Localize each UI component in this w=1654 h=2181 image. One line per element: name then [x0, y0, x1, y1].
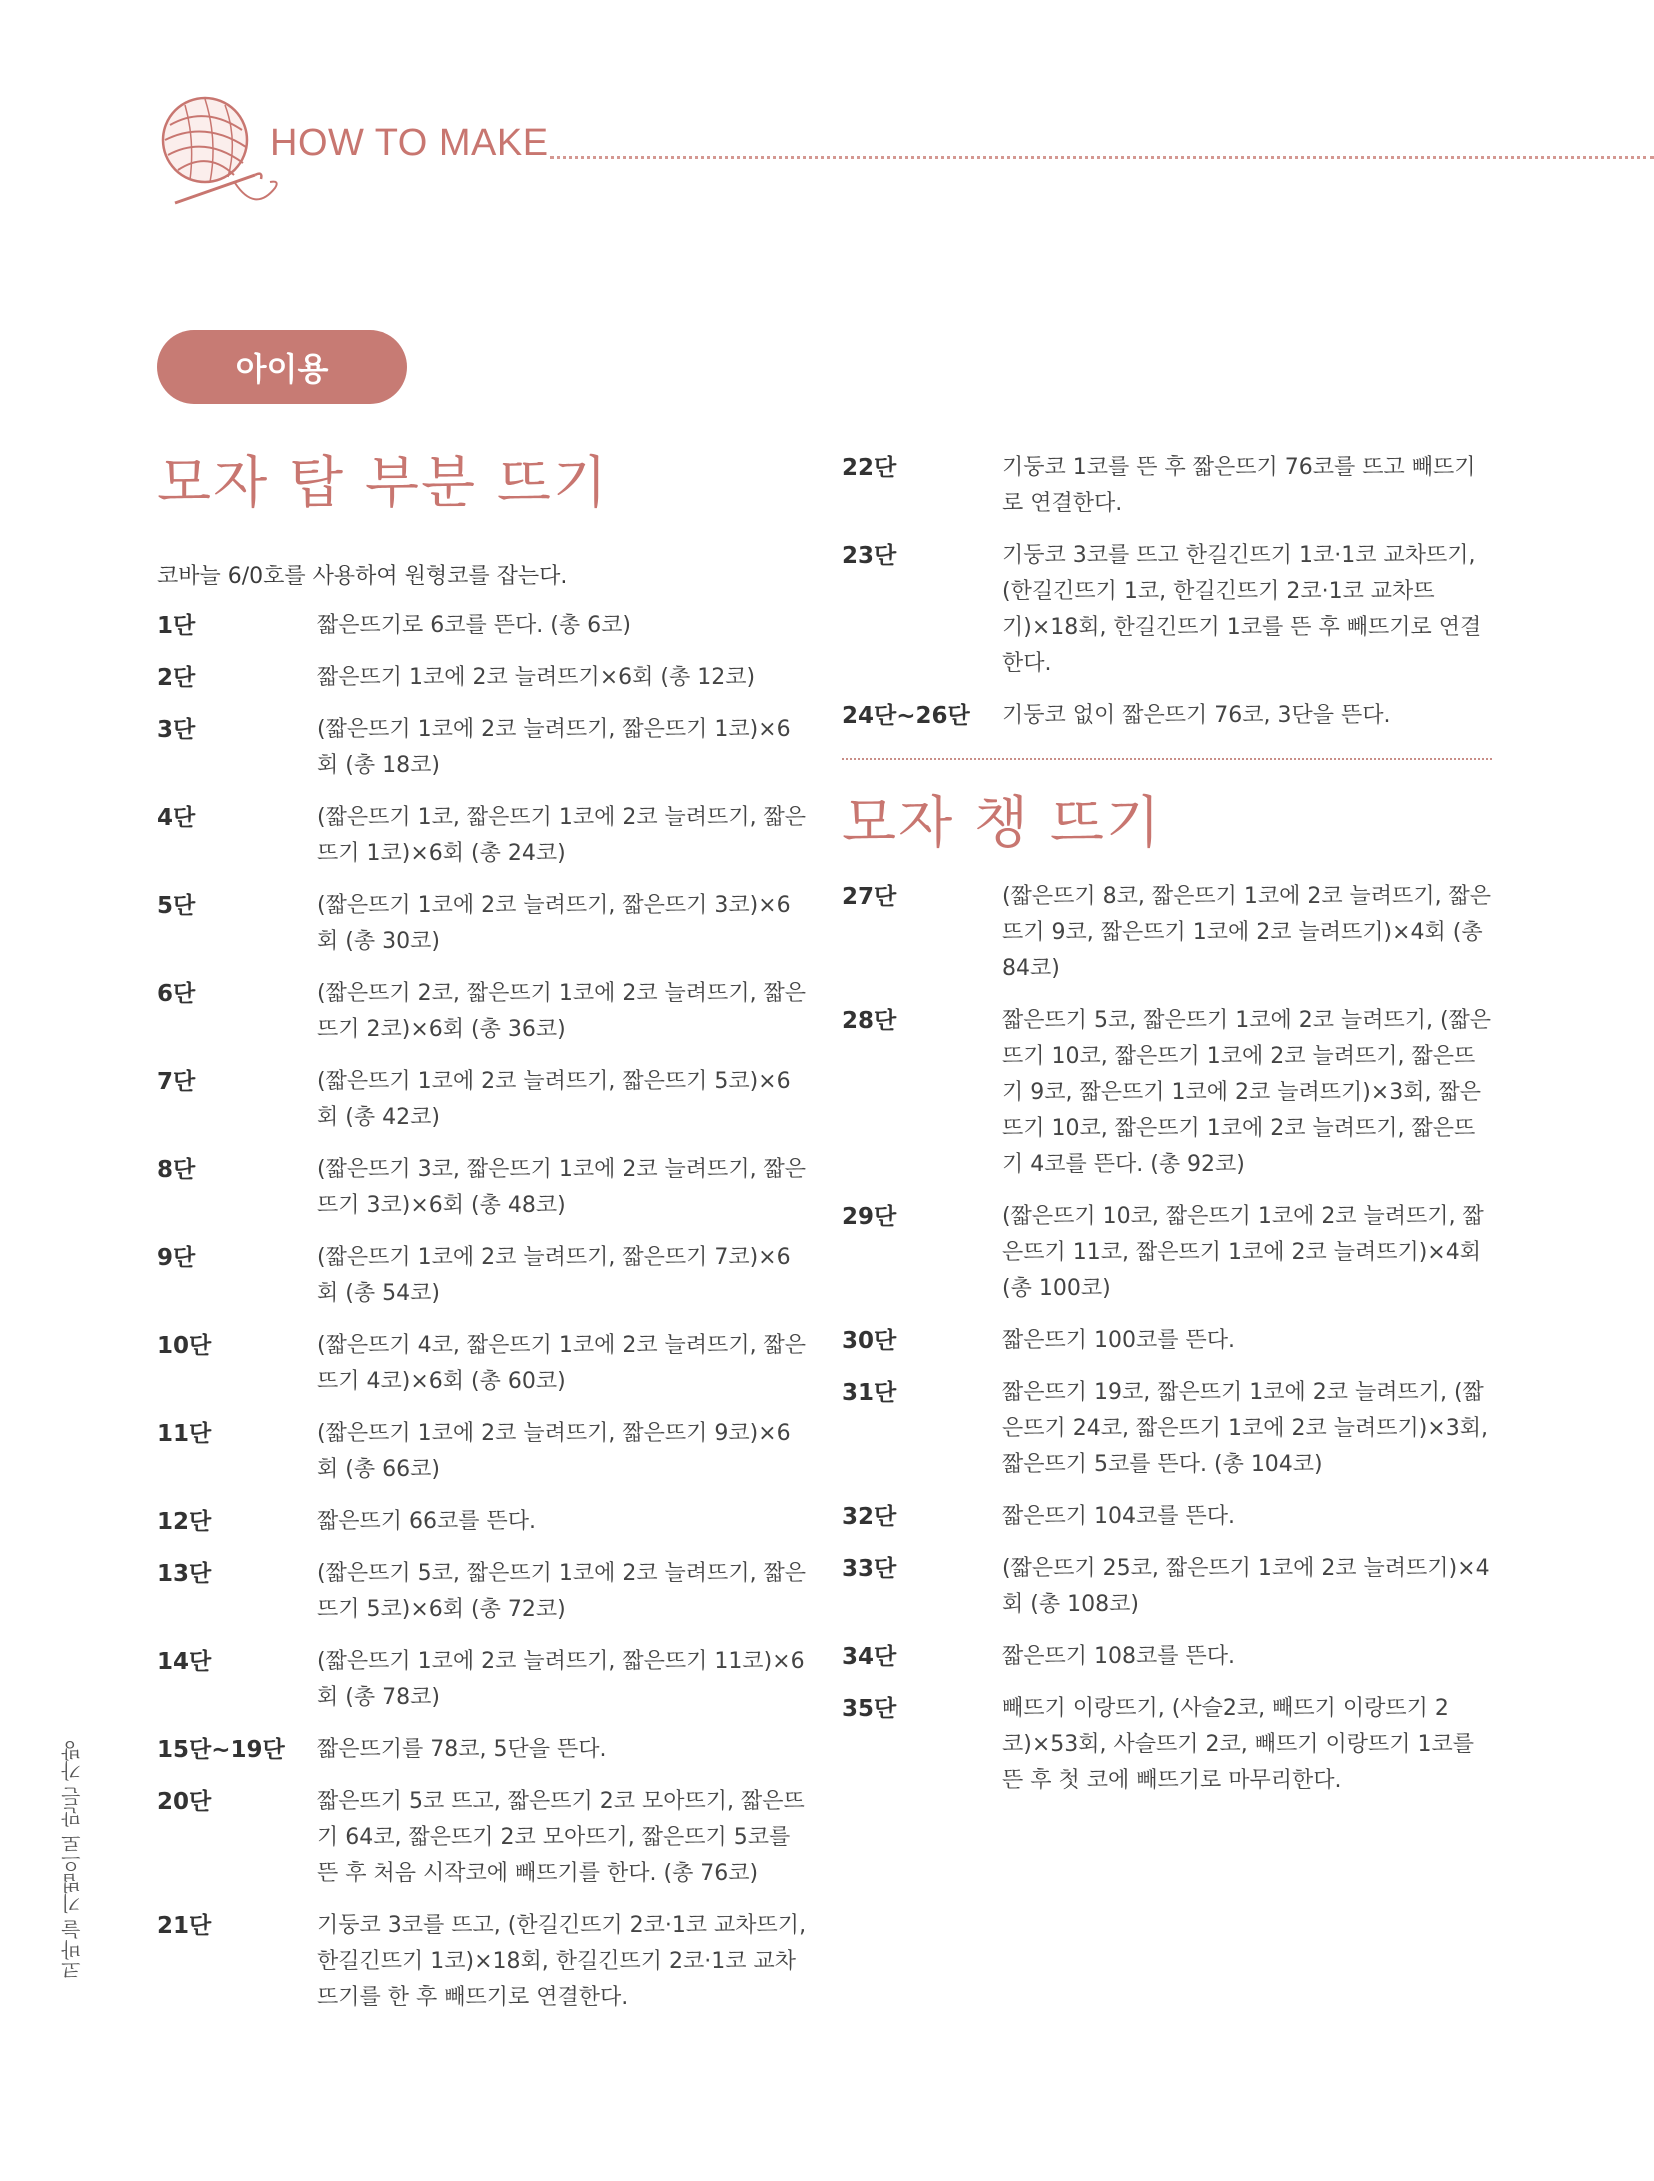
row-text: 짧은뜨기 1코에 2코 늘려뜨기×6회 (총 12코)	[317, 665, 756, 691]
row-text: (짧은뜨기 25코, 짧은뜨기 1코에 2코 늘려뜨기)×4회 (총 108코)	[1002, 1556, 1490, 1618]
row-label: 32단	[842, 1504, 897, 1531]
row-label: 27단	[842, 884, 897, 911]
instruction-row	[157, 1152, 807, 1224]
row-text: 기둥코 1코를 뜬 후 짧은뜨기 76코를 뜨고 빼뜨기로 연결한다.	[1002, 455, 1476, 516]
row-label: 24단~26단	[842, 703, 970, 729]
row-label: 13단	[157, 1561, 212, 1588]
row-label: 34단	[842, 1644, 897, 1671]
row-text: (짧은뜨기 1코에 2코 늘려뜨기, 짧은뜨기 9코)×6회 (총 66코)	[317, 1421, 791, 1483]
instruction-row	[157, 1784, 807, 1892]
row-text: 짧은뜨기 104코를 뜬다.	[1002, 1504, 1235, 1530]
row-label: 12단	[157, 1509, 212, 1536]
row-label: 9단	[157, 1245, 196, 1272]
right-column	[842, 450, 1492, 1815]
instruction-row	[842, 1551, 1492, 1623]
row-label: 20단	[157, 1789, 212, 1816]
top-rows-list	[157, 608, 807, 2016]
instruction-row	[157, 1732, 807, 1768]
row-text: (짧은뜨기 1코에 2코 늘려뜨기, 짧은뜨기 11코)×6회 (총 78코)	[317, 1649, 805, 1711]
instruction-row	[842, 879, 1492, 987]
section-divider	[842, 758, 1492, 760]
category-badge: 아이용	[157, 330, 407, 404]
row-label: 22단	[842, 455, 897, 481]
row-text: (짧은뜨기 1코에 2코 늘려뜨기, 짧은뜨기 7코)×6회 (총 54코)	[317, 1245, 791, 1307]
row-text: 짧은뜨기 5코 뜨고, 짧은뜨기 2코 모아뜨기, 짧은뜨기 64코, 짧은뜨기 2코 모아뜨기, 짧은뜨기 5코를 뜬 후 처음 시작코에 빼뜨기를 한다. (총 76코)	[317, 1789, 805, 1887]
row-text: 짧은뜨기를 78코, 5단을 뜬다.	[317, 1737, 607, 1763]
instruction-row	[157, 1556, 807, 1628]
row-label: 29단	[842, 1204, 897, 1231]
section-title-top: 모자 탑 부분 뜨기	[157, 451, 610, 516]
instruction-row	[157, 1240, 807, 1312]
yarn-ball-with-hook-icon	[150, 85, 290, 215]
row-text: (짧은뜨기 1코에 2코 늘려뜨기, 짧은뜨기 3코)×6회 (총 30코)	[317, 893, 791, 955]
instruction-row	[157, 1064, 807, 1136]
row-text: 기둥코 없이 짧은뜨기 76코, 3단을 뜬다.	[1002, 703, 1391, 728]
instruction-row	[842, 1499, 1492, 1535]
row-label: 33단	[842, 1556, 897, 1583]
instruction-row	[157, 888, 807, 960]
instruction-row	[842, 1639, 1492, 1675]
instruction-row	[842, 1199, 1492, 1307]
row-text: (짧은뜨기 5코, 짧은뜨기 1코에 2코 늘려뜨기, 짧은뜨기 5코)×6회 (총 72코)	[317, 1561, 807, 1623]
instruction-row	[157, 1644, 807, 1716]
row-text: (짧은뜨기 3코, 짧은뜨기 1코에 2코 늘려뜨기, 짧은뜨기 3코)×6회 (총 48코)	[317, 1157, 807, 1219]
instruction-row	[157, 1328, 807, 1400]
row-label: 30단	[842, 1328, 897, 1355]
instruction-row	[157, 976, 807, 1048]
row-text: (짧은뜨기 10코, 짧은뜨기 1코에 2코 늘려뜨기, 짧은뜨기 11코, 짧은뜨기 1코에 2코 늘려뜨기)×4회 (총 100코)	[1002, 1204, 1484, 1302]
row-label: 11단	[157, 1421, 212, 1448]
row-text: 짧은뜨기 5코, 짧은뜨기 1코에 2코 늘려뜨기, (짧은뜨기 10코, 짧은뜨기 1코에 2코 늘려뜨기, 짧은뜨기 9코, 짧은뜨기 1코에 2코 늘려뜨기)×3회, 짧은뜨기 10코, 짧은뜨기 1코에 2코 늘려뜨기, 짧은뜨기 4코를 뜬다. (총 92코)	[1002, 1008, 1492, 1178]
row-text: (짧은뜨기 1코, 짧은뜨기 1코에 2코 늘려뜨기, 짧은뜨기 1코)×6회 (총 24코)	[317, 805, 807, 867]
row-label: 5단	[157, 893, 196, 920]
left-column	[157, 450, 807, 2032]
row-text: (짧은뜨기 1코에 2코 늘려뜨기, 짧은뜨기 1코)×6회 (총 18코)	[317, 717, 791, 779]
row-label: 1단	[157, 613, 196, 640]
row-label: 14단	[157, 1649, 212, 1676]
instruction-row	[157, 1416, 807, 1488]
instruction-row	[842, 1691, 1492, 1799]
row-label: 28단	[842, 1008, 897, 1035]
row-label: 6단	[157, 981, 196, 1008]
instruction-row	[842, 538, 1492, 682]
section-title-brim: 모자 챙 뜨기	[842, 791, 1163, 856]
instruction-row	[157, 608, 807, 644]
instruction-row	[157, 800, 807, 872]
row-text: (짧은뜨기 2코, 짧은뜨기 1코에 2코 늘려뜨기, 짧은뜨기 2코)×6회 (총 36코)	[317, 981, 807, 1043]
instruction-row	[157, 1908, 807, 2016]
instruction-row	[157, 660, 807, 696]
row-label: 10단	[157, 1333, 212, 1360]
instruction-row	[842, 1003, 1492, 1183]
instruction-row	[842, 1375, 1492, 1483]
row-text: (짧은뜨기 1코에 2코 늘려뜨기, 짧은뜨기 5코)×6회 (총 42코)	[317, 1069, 791, 1131]
row-label: 21단	[157, 1913, 212, 1940]
row-label: 2단	[157, 665, 196, 692]
instruction-row	[842, 450, 1492, 522]
row-label: 31단	[842, 1380, 897, 1407]
row-text: (짧은뜨기 8코, 짧은뜨기 1코에 2코 늘려뜨기, 짧은뜨기 9코, 짧은뜨기 1코에 2코 늘려뜨기)×4회 (총 84코)	[1002, 884, 1492, 982]
row-text: 기둥코 3코를 뜨고, (한길긴뜨기 2코·1코 교차뜨기, 한길긴뜨기 1코)×18회, 한길긴뜨기 2코·1코 교차뜨기를 한 후 빼뜨기로 연결한다.	[317, 1913, 807, 2011]
row-label: 8단	[157, 1157, 196, 1184]
row-text: 짧은뜨기 100코를 뜬다.	[1002, 1328, 1235, 1354]
intro-text: 코바늘 6/0호를 사용하여 원형코를 잡는다.	[157, 564, 568, 590]
instruction-row	[842, 1323, 1492, 1359]
instruction-row	[842, 698, 1492, 734]
row-text: 기둥코 3코를 뜨고 한길긴뜨기 1코·1코 교차뜨기, (한길긴뜨기 1코, 한길긴뜨기 2코·1코 교차뜨기)×18회, 한길긴뜨기 1코를 뜬 후 빼뜨기로 연결한다.	[1002, 543, 1482, 676]
header-divider	[550, 156, 1654, 159]
side-book-title: 코바늘 기법으로 만든 가방	[60, 1740, 85, 1980]
row-label: 15단~19단	[157, 1737, 285, 1764]
top-rows-continued-list	[842, 450, 1492, 734]
row-text: 짧은뜨기 66코를 뜬다.	[317, 1509, 536, 1535]
row-label: 4단	[157, 805, 196, 832]
row-label: 7단	[157, 1069, 196, 1096]
instruction-row	[157, 1504, 807, 1540]
row-text: 짧은뜨기 19코, 짧은뜨기 1코에 2코 늘려뜨기, (짧은뜨기 24코, 짧은뜨기 1코에 2코 늘려뜨기)×3회, 짧은뜨기 5코를 뜬다. (총 104코)	[1002, 1380, 1488, 1478]
row-text: 빼뜨기 이랑뜨기, (사슬2코, 빼뜨기 이랑뜨기 2코)×53회, 사슬뜨기 2코, 빼뜨기 이랑뜨기 1코를 뜬 후 첫 코에 빼뜨기로 마무리한다.	[1002, 1696, 1474, 1794]
row-text: 짧은뜨기로 6코를 뜬다. (총 6코)	[317, 613, 631, 639]
row-label: 35단	[842, 1696, 897, 1723]
page-header-title: HOW TO MAKE	[270, 122, 549, 164]
row-label: 3단	[157, 717, 196, 744]
row-text: 짧은뜨기 108코를 뜬다.	[1002, 1644, 1235, 1670]
instruction-row	[157, 712, 807, 784]
row-text: (짧은뜨기 4코, 짧은뜨기 1코에 2코 늘려뜨기, 짧은뜨기 4코)×6회 (총 60코)	[317, 1333, 807, 1395]
row-label: 23단	[842, 543, 897, 569]
brim-rows-list	[842, 879, 1492, 1799]
